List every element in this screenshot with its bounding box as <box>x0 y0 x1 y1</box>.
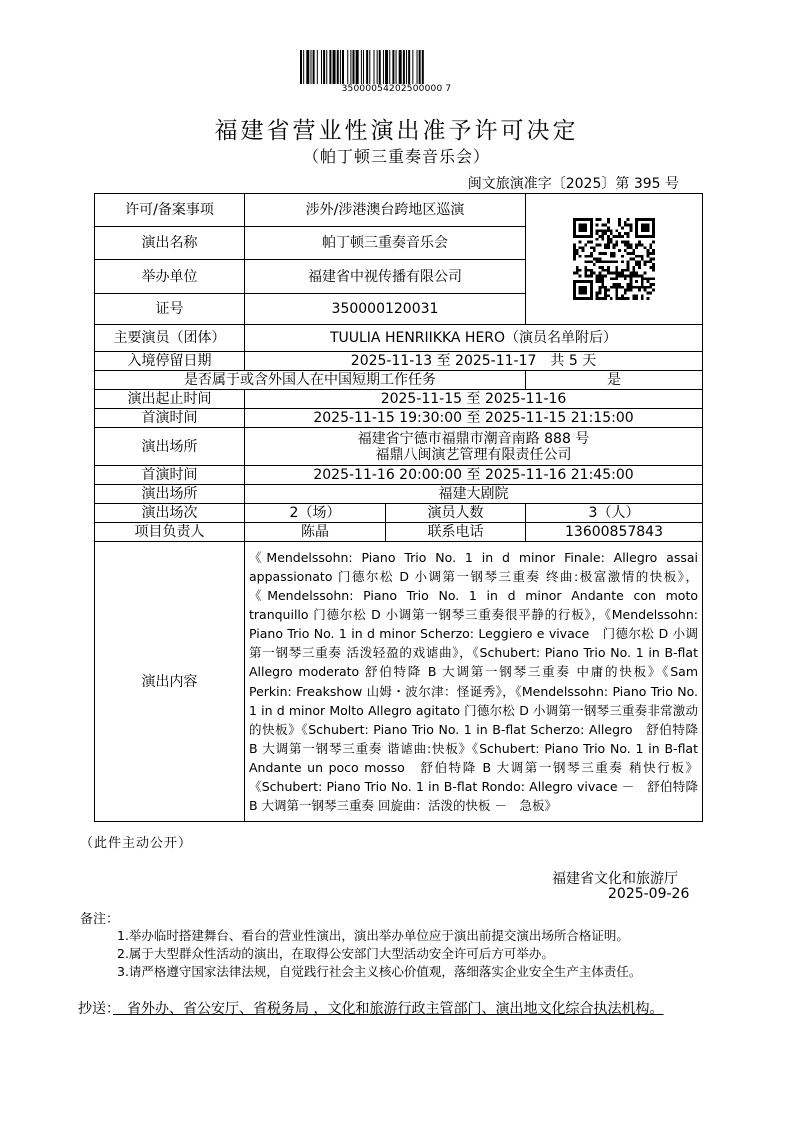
show1-venue-company: 福鼎八闽演艺管理有限责任公司 <box>375 446 572 463</box>
document-number: 闽文旅演准字〔2025〕第 395 号 <box>467 176 679 192</box>
show1-venue-value <box>245 428 703 466</box>
content-value: 《Mendelssohn: Piano Trio No. 1 in d minor Finale: Allegro assai appassionato 门德尔松 D 小调第一钢琴三重奏 终曲:极富激情的快板》，《Mendelssohn: Piano Trio No. 1 in d minor Andante con moto tranquillo 门德尔松 D 小调第一钢琴三重奏很平静的行板》，《Mendelssohn: Piano Trio No. 1 in d minor Scherzo: Leggiero e vivace 门德尔松 D 小调第一钢琴三重奏 活泼轻盈的戏谑曲》，《Schubert: Piano Trio No. 1 in B-flat Allegro moderato 舒伯特降 B 大调第一钢琴三重奏 中庸的快板》《Sam Perkin: Freakshow 山姆・波尔津：怪诞秀》，《Mendelssohn: Piano Trio No. 1 in d minor Molto Allegro agitato 门德尔松 D 小调第一钢琴三重奏非常激动的快板》《Schubert: Piano Trio No. 1 in B-flat Scherzo: Allegro 舒伯特降 B 大调第一钢琴三重奏 谐谑曲:快板》《Schubert: Piano Trio No. 1 in B-flat Andante un poco mosso 舒伯特降 B 大调第一钢琴三重奏 稍快行板》《Schubert: Piano Trio No. 1 in B-flat Rondo: Allegro vivace － 舒伯特降 B 大调第一钢琴三重奏 回旋曲：活泼的快板 － 急板》 <box>245 542 703 822</box>
document-subtitle: （帕丁顿三重奏音乐会） <box>302 147 490 166</box>
cc-line <box>78 1000 723 1019</box>
show2-venue-value: 福建大剧院 <box>245 485 703 504</box>
stay-value: 2025-11-13 至 2025-11-17 共 5 天 <box>245 352 703 371</box>
permit-table <box>94 193 703 822</box>
foreign-work-value: 是 <box>526 371 703 390</box>
performers-value: TUULIA HENRIIKKA HERO（演员名单附后） <box>245 325 703 352</box>
qr-code <box>573 218 655 300</box>
phone-label: 联系电话 <box>386 523 526 542</box>
sessions-value: 2（场） <box>245 504 386 523</box>
barcode <box>300 50 493 84</box>
show1-time-value: 2025-11-15 19:30:00 至 2025-11-15 21:15:00 <box>245 409 703 428</box>
cc-recipients: 省外办、省公安厅、省税务局 ，文化和旅游行政主管部门、演出地文化综合执法机构。 <box>113 1001 664 1017</box>
permit-type-label: 许可/备案事项 <box>95 194 245 227</box>
stay-label: 入境停留日期 <box>95 352 245 371</box>
phone-value: 13600857843 <box>526 523 703 542</box>
public-disclosure-note: （此件主动公开） <box>80 836 193 851</box>
show1-venue-label: 演出场所 <box>95 428 245 466</box>
note-item: 1.举办临时搭建舞台、看台的营业性演出，演出举办单位应于演出前提交演出场所合格证明。 <box>117 928 629 943</box>
license-label: 证号 <box>95 294 245 325</box>
notes-title: 备注： <box>80 912 120 927</box>
cast-count-value: 3（人） <box>526 504 703 523</box>
document-title: 福建省营业性演出准予许可决定 <box>214 118 579 144</box>
period-label: 演出起止时间 <box>95 390 245 409</box>
cc-label: 抄送： <box>78 1001 113 1017</box>
show2-venue-label: 演出场所 <box>95 485 245 504</box>
issuing-authority: 福建省文化和旅游厅 <box>552 871 678 887</box>
show2-time-label: 首演时间 <box>95 466 245 485</box>
performers-label: 主要演员（团体） <box>95 325 245 352</box>
content-label: 演出内容 <box>95 542 245 822</box>
period-value: 2025-11-15 至 2025-11-16 <box>245 390 703 409</box>
permit-type-value: 涉外/涉港澳台跨地区巡演 <box>245 194 526 227</box>
manager-value: 陈晶 <box>245 523 386 542</box>
show1-venue-address: 福建省宁德市福鼎市潮音南路 888 号 <box>357 430 590 447</box>
cast-count-label: 演员人数 <box>386 504 526 523</box>
note-item: 2.属于大型群众性活动的演出，在取得公安部门大型活动安全许可后方可举办。 <box>117 946 554 961</box>
foreign-work-label: 是否属于或含外国人在中国短期工作任务 <box>95 371 526 390</box>
license-value: 350000120031 <box>245 294 526 325</box>
organizer-label: 举办单位 <box>95 260 245 294</box>
barcode-number: 35000054202500000 7 <box>341 84 452 94</box>
issue-date: 2025-09-26 <box>608 886 690 902</box>
show2-time-value: 2025-11-16 20:00:00 至 2025-11-16 21:45:00 <box>245 466 703 485</box>
show1-time-label: 首演时间 <box>95 409 245 428</box>
show-name-value: 帕丁顿三重奏音乐会 <box>245 227 526 260</box>
manager-label: 项目负责人 <box>95 523 245 542</box>
note-item: 3.请严格遵守国家法律法规，自觉践行社会主义核心价值观，落细落实企业安全生产主体责任。 <box>117 964 642 979</box>
show-name-label: 演出名称 <box>95 227 245 260</box>
qr-code-cell <box>526 194 703 325</box>
organizer-value: 福建省中视传播有限公司 <box>245 260 526 294</box>
sessions-label: 演出场次 <box>95 504 245 523</box>
